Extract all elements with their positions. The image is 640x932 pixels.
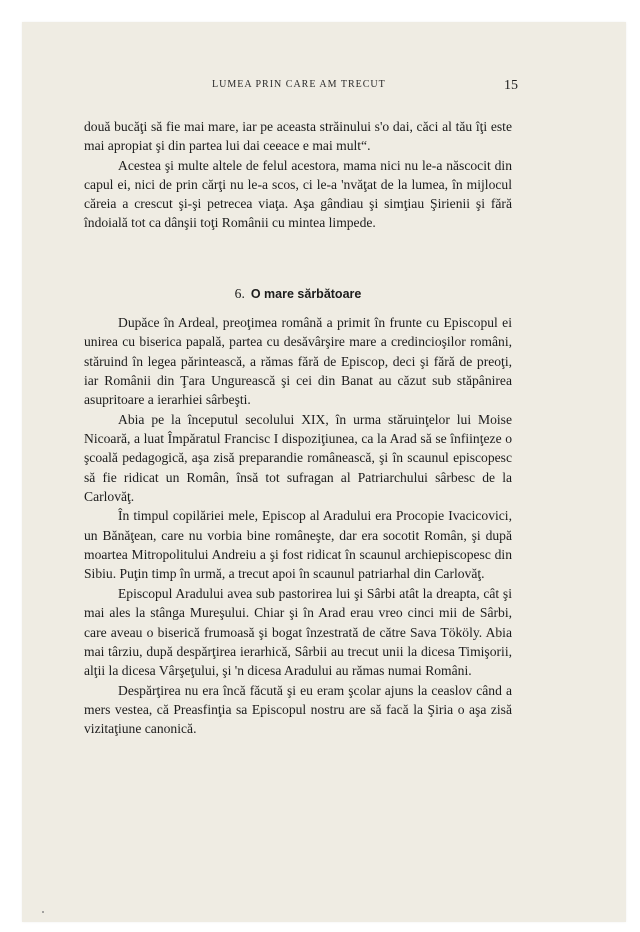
paragraph: Abia pe la începutul secolului XIX, în urma stăruinţelor lui Moise Nicoară, a luat Împăratul Francisc I dispoziţiunea, ca la Arad să se înfiinţeze o şcoală pedagogică, aşa zisă preparandie românească, şi în scaunul episcopesc să fie ridicat un Român, însă tot sufragan al Patriarchului sârbesc de la Carlovăţ. [84,411,512,505]
text-after-section [84,313,512,739]
running-head: LUMEA PRIN CARE AM TRECUT [212,79,386,90]
paper-speck [42,911,44,913]
paragraph: Episcopul Aradului avea sub pastorirea lui şi Sârbi atât la dreapta, cât şi mai ales la stânga Mureşului. Chiar şi în Arad erau vreo cinci mii de Sârbi, care aveau o biserică frumoasă şi bogat înzestrată de către Sava Tököly. Abia mai târziu, după despărţirea ierarhică, Sârbii au trecut unii la dicesa Timişorii, alţii la dicesa Vârşeţului, şi 'n dicesa Aradului au rămas numai Români. [84,585,512,679]
paragraph: Acestea şi multe altele de felul acestora, mama nici nu le-a născocit din capul ei, nici de prin cărţi nu le-a scos, ci le-a 'nvăţat de la lumea, în mijlocul căreia a crescut şi-şi petrecea viaţa. Aşa gândiau şi simţiau Şirienii şi fără îndoială tot ca dânşii toţi Românii cu mintea limpede. [84,157,512,231]
paragraph: Despărţirea nu era încă făcută şi eu eram şcolar ajuns la ceaslov când a mers vestea, că Preasfinţia sa Episcopul nostru are să facă la Şiria o aşa zisă vizitaţiune canonică. [84,682,512,737]
text-before-section [84,117,512,233]
section-number: 6. [234,286,245,301]
paragraph: Dupăce în Ardeal, preoţimea română a primit în frunte cu Episcopul ei unirea cu biserica papală, partea cu desăvârşire mare a credincioşilor români, stăruind în legea părintească, a rămas fără de Episcop, deci şi fără de preoţi, iar Românii din Ţara Ungurească şi cei din Banat au căzut sub stăpânirea asupritoare a ierarhiei sârbeşti. [84,315,512,408]
paragraph: În timpul copilăriei mele, Episcop al Aradului era Procopie Ivacicovici, un Bănăţean, care nu vorbia bine româneşte, dar era socotit Român, şi după moartea Mitropolitului Andreiu a şi fost ridicat în scaunul archiepiscopesc din Sibiu. Puţin timp în urmă, a trecut apoi în scaunul patriarhal din Carlovăţ. [84,508,512,582]
section-title: O mare sărbătoare [250,287,362,301]
paragraph: două bucăţi să fie mai mare, iar pe aceasta străinului s'o dai, căci al tău îţi este mai apropiat şi din partea lui dai ceeace e mai mult“. [84,119,512,154]
section-heading [84,286,512,302]
page-number: 15 [504,78,518,93]
